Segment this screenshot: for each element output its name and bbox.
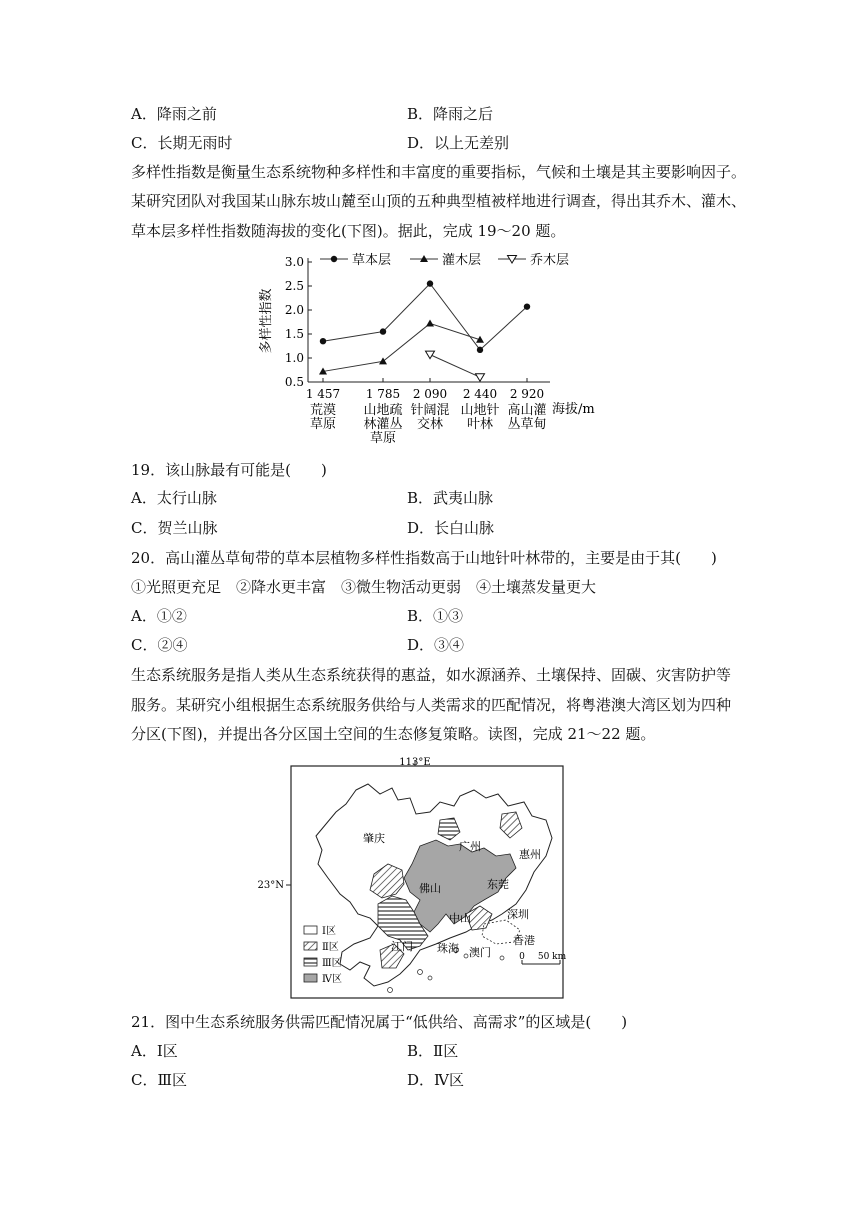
y-axis-label: 多样性指数 <box>259 288 274 354</box>
q21-option-d: D．Ⅳ区 <box>407 1071 465 1089</box>
legend-zone-3: Ⅲ区 <box>322 958 342 969</box>
x-vegetation-label: 荒漠 <box>309 403 337 418</box>
x-altitude-label: 1 457 <box>305 387 341 401</box>
data-point <box>524 303 530 309</box>
passage2-line2: 服务。某研究小组根据生态系统服务供给与人类需求的匹配情况，将粤港澳大湾区划为四种 <box>131 696 732 714</box>
scale-50km: 50 km <box>537 952 567 962</box>
data-point <box>379 357 387 364</box>
legend-label: 灌木层 <box>442 253 482 268</box>
lat-label: 23°N <box>257 880 284 891</box>
passage2-line1: 生态系统服务是指人类从生态系统获得的惠益，如水源涵养、土壤保持、固碳、灾害防护等 <box>131 666 732 684</box>
series-line <box>323 323 480 371</box>
q19-option-b: B．武夷山脉 <box>407 489 494 507</box>
city-huizhou: 惠州 <box>519 848 541 861</box>
city-jiangmen: 江门 <box>391 940 413 953</box>
city-zhaoqing: 肇庆 <box>363 832 385 845</box>
q20-option-b: B．①③ <box>407 607 464 625</box>
q19-option-a: A．太行山脉 <box>131 489 217 507</box>
legend-label: 草本层 <box>352 253 392 268</box>
legend-zone-1: Ⅰ区 <box>322 926 336 937</box>
series-line <box>430 355 480 378</box>
x-vegetation-label: 叶林 <box>466 417 494 432</box>
passage1-line2: 某研究团队对我国某山脉东坡山麓至山顶的五种典型植被样地进行调查，得出其乔木、灌木、 <box>131 192 747 210</box>
q19-option-c: C．贺兰山脉 <box>131 519 218 537</box>
q19-stem: 19．该山脉最有可能是( ) <box>131 461 327 479</box>
data-point <box>476 374 485 382</box>
data-point <box>320 338 326 344</box>
q20-option-d: D．③④ <box>407 636 465 654</box>
city-shenzhen: 深圳 <box>507 908 529 921</box>
q18-option-c: C．长期无雨时 <box>131 134 233 152</box>
x-vegetation-label: 针阔混 <box>410 403 450 418</box>
legend-zone-4: Ⅳ区 <box>322 974 342 985</box>
city-zhuhai: 珠海 <box>437 942 459 955</box>
passage2-line3: 分区(下图)，并提出各分区国土空间的生态修复策略。读图，完成 21～22 题。 <box>131 725 656 743</box>
scale-bar <box>519 952 566 964</box>
y-tick-label: 0.5 <box>284 375 304 389</box>
q21-option-b: B．Ⅱ区 <box>407 1042 459 1060</box>
q19-option-d: D．长白山脉 <box>407 519 495 537</box>
scale-zero: 0 <box>519 952 525 962</box>
q20-option-c: C．②④ <box>131 636 188 654</box>
diversity-line-chart <box>250 246 595 456</box>
x-altitude-label: 2 440 <box>462 387 498 401</box>
data-point <box>477 347 483 353</box>
y-tick-label: 2.5 <box>284 279 304 293</box>
q18-option-d: D．以上无差别 <box>407 134 510 152</box>
lon-label: 113°E <box>399 757 431 768</box>
legend-label: 乔木层 <box>530 253 570 268</box>
gba-zoning-map <box>257 754 580 1002</box>
data-point <box>427 280 433 286</box>
legend-marker <box>331 256 337 262</box>
x-vegetation-label: 山地疏 <box>363 403 403 418</box>
q20-items: ①光照更充足 ②降水更丰富 ③微生物活动更弱 ④土壤蒸发量更大 <box>131 578 597 596</box>
passage1-line1: 多样性指数是衡量生态系统物种多样性和丰富度的重要指标，气候和土壤是其主要影响因子。 <box>131 163 747 181</box>
x-altitude-label: 2 920 <box>509 387 545 401</box>
x-altitude-label: 1 785 <box>365 387 401 401</box>
x-axis-label: 海拔/m <box>552 402 595 417</box>
q20-stem: 20．高山灌丛草甸带的草本层植物多样性指数高于山地针叶林带的，主要是由于其( ) <box>131 549 717 567</box>
data-point <box>426 351 435 359</box>
data-point <box>380 328 386 334</box>
x-vegetation-label: 交林 <box>416 417 444 432</box>
x-vegetation-label: 草原 <box>309 417 337 432</box>
q21-option-c: C．Ⅲ区 <box>131 1071 187 1089</box>
y-tick-label: 1.5 <box>284 327 304 341</box>
city-foshan: 佛山 <box>419 882 441 895</box>
legend-zone-2: Ⅱ区 <box>322 942 339 953</box>
city-guangzhou: 广州 <box>459 840 481 853</box>
x-vegetation-label: 山地针 <box>460 403 500 418</box>
x-vegetation-label: 草原 <box>369 431 397 446</box>
y-tick-label: 1.0 <box>284 351 304 365</box>
q20-option-a: A．①② <box>131 607 187 625</box>
q18-option-a: A．降雨之前 <box>131 105 217 123</box>
y-tick-label: 2.0 <box>284 303 304 317</box>
q21-stem: 21．图中生态系统服务供需匹配情况属于“低供给、高需求”的区域是( ) <box>131 1013 628 1031</box>
data-point <box>426 319 434 326</box>
city-xianggang: 香港 <box>513 934 535 947</box>
x-vegetation-label: 林灌丛 <box>363 417 403 432</box>
map-legend <box>304 925 342 985</box>
city-dongguan: 东莞 <box>487 878 509 891</box>
y-tick-label: 3.0 <box>284 255 304 269</box>
q18-option-b: B．降雨之后 <box>407 105 494 123</box>
city-aomen: 澳门 <box>469 946 491 959</box>
series-line <box>323 284 480 350</box>
city-zhongshan: 中山 <box>449 912 471 925</box>
q21-option-a: A．Ⅰ区 <box>131 1042 178 1060</box>
x-vegetation-label: 丛草甸 <box>507 417 547 432</box>
x-vegetation-label: 高山灌 <box>507 403 547 418</box>
passage1-line3: 草本层多样性指数随海拔的变化(下图)。据此，完成 19～20 题。 <box>131 222 566 240</box>
x-altitude-label: 2 090 <box>412 387 448 401</box>
series-line <box>480 307 527 350</box>
